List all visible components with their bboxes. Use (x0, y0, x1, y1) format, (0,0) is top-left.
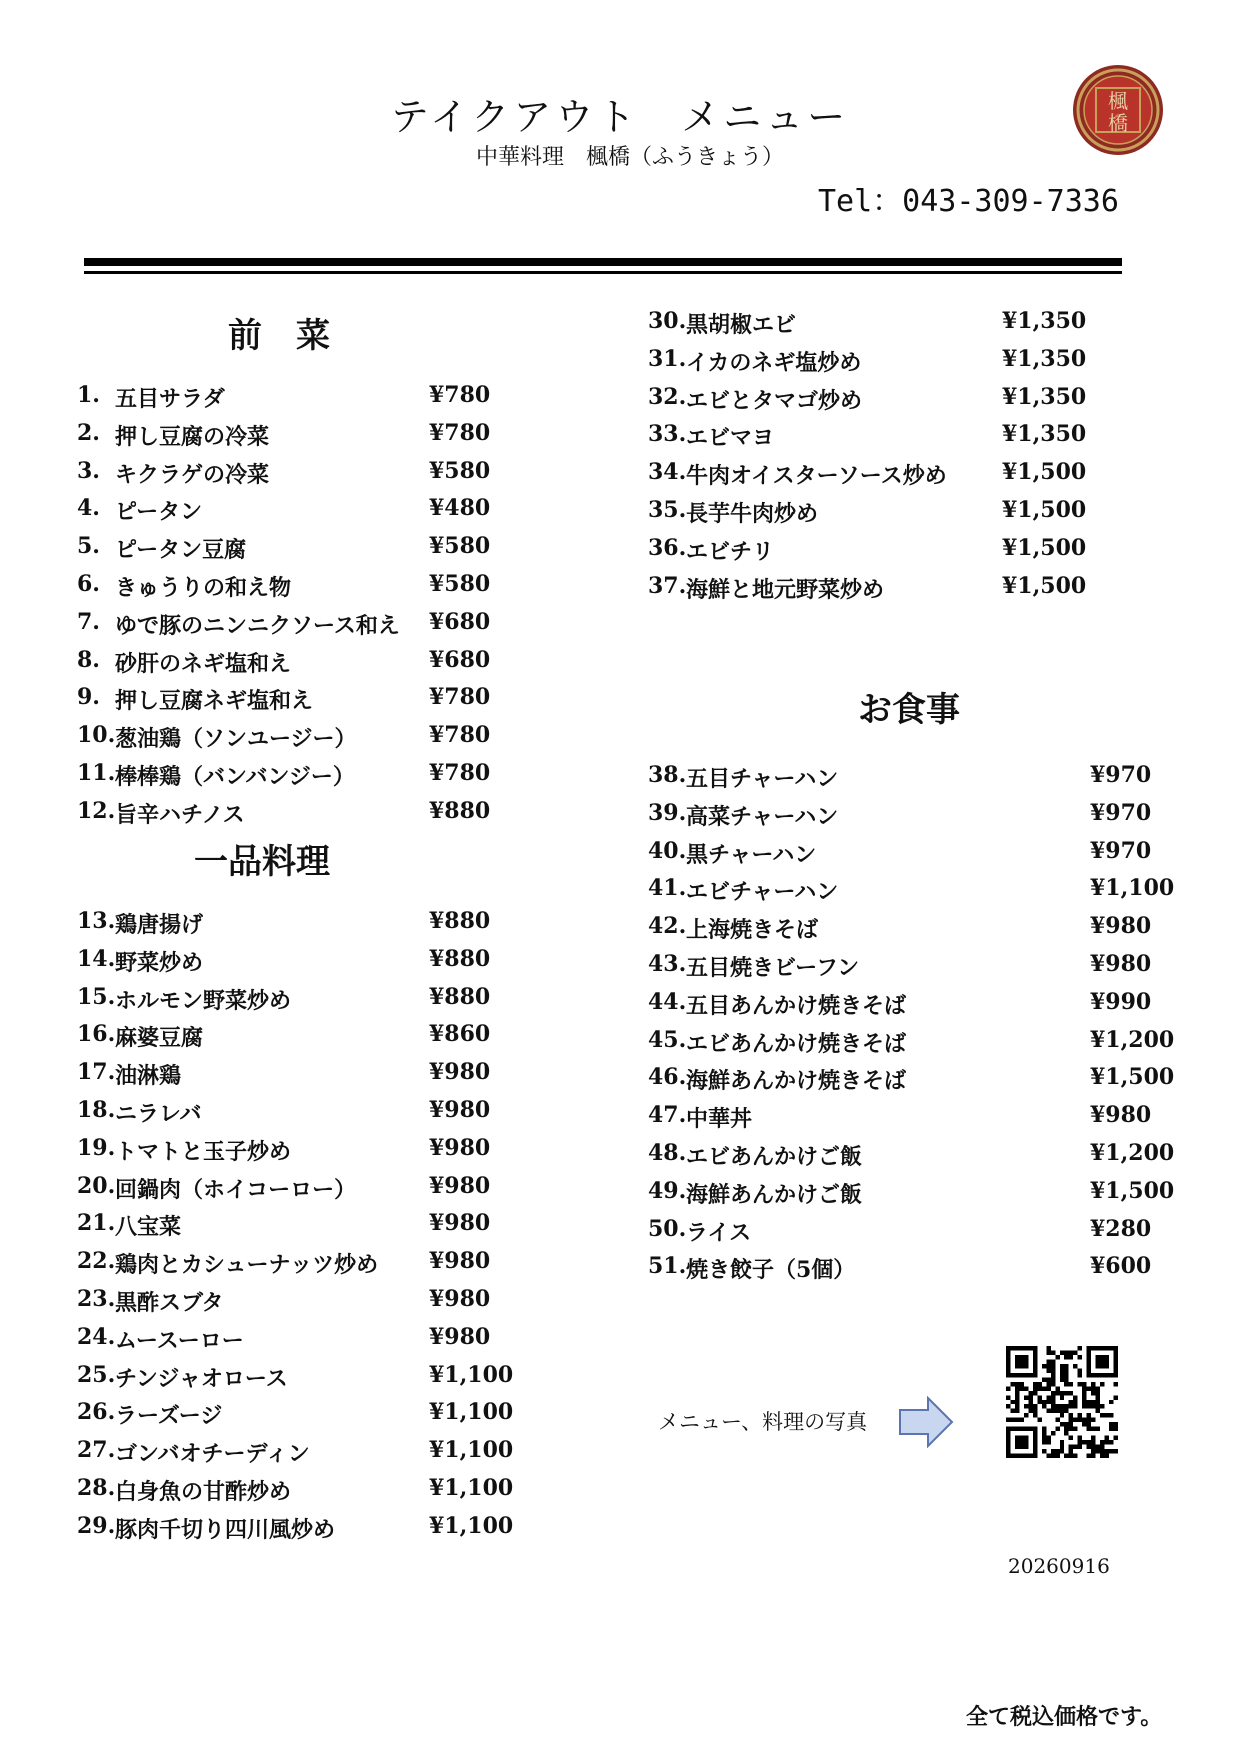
menu-item (77, 946, 509, 980)
menu-item (648, 497, 1087, 531)
menu-title: テイクアウト メニュー (390, 95, 850, 139)
item-name: 長芋牛肉炒め (686, 501, 819, 527)
menu-item (77, 1097, 509, 1131)
menu-item (77, 382, 509, 416)
item-name: 麻婆豆腐 (115, 1025, 204, 1052)
item-number: 44. (648, 988, 687, 1015)
item-name: 棒棒鶏（バンバンジー） (115, 764, 355, 790)
item-price: ¥1,500 (1002, 459, 1087, 486)
item-price: ¥780 (429, 684, 491, 711)
svg-text:橋: 橋 (1108, 111, 1128, 135)
item-number: 25. (77, 1361, 116, 1388)
item-name: ゴンバオチーディン (115, 1441, 310, 1468)
item-number: 13. (77, 908, 116, 934)
item-price: ¥970 (1090, 762, 1152, 788)
item-number: 49. (648, 1177, 687, 1204)
item-price: ¥880 (429, 983, 491, 1010)
item-number: 18. (77, 1097, 116, 1123)
section-heading-meals: お食事 (858, 690, 960, 730)
item-price: ¥1,200 (1090, 1026, 1175, 1053)
item-name: ムースーロー (115, 1327, 244, 1354)
menu-item (648, 800, 1170, 834)
item-name: 中華丼 (686, 1106, 753, 1133)
item-number: 19. (77, 1134, 116, 1161)
item-price: ¥780 (429, 722, 491, 749)
item-number: 20. (77, 1172, 116, 1199)
item-price: ¥1,500 (1090, 1177, 1175, 1204)
menu-item (648, 1253, 1170, 1287)
item-price: ¥1,500 (1002, 534, 1087, 561)
menu-item (648, 345, 1087, 380)
item-price: ¥980 (429, 1286, 491, 1312)
qr-caption: メニュー、料理の写真 (658, 1410, 868, 1434)
menu-item (648, 1140, 1175, 1174)
item-name: 上海焼きそば (686, 917, 819, 944)
item-name: エビあんかけご飯 (686, 1144, 863, 1170)
menu-item (77, 1361, 514, 1396)
item-name: 海鮮あんかけご飯 (686, 1181, 863, 1208)
restaurant-logo-icon (1072, 64, 1164, 156)
item-price: ¥980 (1090, 1102, 1152, 1129)
item-price: ¥1,500 (1002, 572, 1087, 599)
item-number: 16. (77, 1021, 116, 1048)
item-name: イカのネギ塩炒め (686, 349, 862, 376)
item-name: エビチャーハン (686, 879, 839, 906)
item-name: 牛肉オイスターソース炒め (686, 463, 947, 490)
item-number: 3. (77, 457, 100, 484)
item-name: 回鍋肉（ホイコーロー） (115, 1176, 357, 1203)
item-number: 37. (648, 572, 687, 599)
item-name: エビマヨ (686, 425, 775, 452)
item-name: エビとタマゴ炒め (686, 387, 863, 414)
menu-item (77, 1399, 514, 1433)
menu-item (648, 1216, 1170, 1250)
item-price: ¥1,500 (1090, 1064, 1175, 1091)
menu-item (648, 572, 1087, 607)
menu-item (77, 647, 509, 681)
item-number: 39. (648, 799, 687, 826)
item-number: 4. (77, 495, 100, 522)
item-number: 41. (648, 875, 687, 902)
menu-item (77, 908, 509, 942)
item-number: 45. (648, 1026, 687, 1053)
item-name: 海鮮と地元野菜炒め (686, 576, 885, 603)
item-price: ¥1,350 (1002, 308, 1087, 334)
item-price: ¥1,350 (1002, 421, 1087, 448)
item-number: 8. (77, 646, 100, 673)
item-name: 鶏唐揚げ (115, 912, 204, 938)
item-name: 押し豆腐ネギ塩和え (115, 688, 314, 715)
item-name: 五目サラダ (115, 386, 225, 412)
item-number: 23. (77, 1286, 116, 1312)
menu-item (648, 1177, 1175, 1212)
item-number: 22. (77, 1248, 116, 1275)
item-name: ピータン (115, 499, 203, 526)
item-name: 黒酢スブタ (115, 1290, 224, 1316)
item-number: 50. (648, 1215, 687, 1242)
item-number: 47. (648, 1102, 687, 1129)
item-name: 高菜チャーハン (686, 803, 839, 830)
item-number: 33. (648, 421, 687, 448)
header-divider-thick (84, 258, 1122, 266)
menu-item (77, 609, 509, 643)
item-price: ¥980 (1090, 913, 1152, 940)
item-price: ¥980 (1090, 951, 1152, 977)
item-price: ¥1,100 (429, 1437, 514, 1464)
item-name: ニラレバ (115, 1101, 202, 1127)
item-number: 24. (77, 1323, 116, 1350)
item-price: ¥1,350 (1002, 345, 1087, 372)
menu-item (77, 458, 509, 492)
item-price: ¥280 (1090, 1215, 1152, 1242)
restaurant-name: 中華料理 楓橋（ふうきょう） (475, 145, 784, 170)
item-number: 40. (648, 837, 687, 864)
menu-item (77, 1512, 514, 1547)
menu-item (77, 1286, 509, 1320)
item-price: ¥980 (429, 1059, 491, 1086)
item-name: 五目あんかけ焼きそば (686, 992, 907, 1019)
item-name: 八宝菜 (115, 1214, 182, 1241)
item-number: 15. (77, 983, 116, 1010)
menu-item (77, 1210, 509, 1244)
item-name: エビチリ (686, 538, 775, 565)
menu-item (77, 420, 509, 454)
menu-item (648, 421, 1087, 455)
item-name: キクラゲの冷菜 (115, 461, 270, 488)
item-number: 36. (648, 534, 687, 561)
menu-item (77, 1059, 509, 1093)
menu-item (648, 951, 1170, 985)
item-name: 野菜炒め (115, 949, 204, 976)
item-number: 1. (77, 382, 100, 408)
item-price: ¥880 (429, 797, 491, 824)
item-name: 黒チャーハン (686, 841, 817, 868)
item-name: 五目チャーハン (686, 766, 839, 792)
menu-item (648, 1026, 1175, 1061)
item-price: ¥580 (429, 457, 491, 484)
item-number: 43. (648, 951, 687, 977)
item-number: 48. (648, 1140, 687, 1166)
menu-item (77, 1475, 514, 1509)
item-name: 押し豆腐の冷菜 (115, 423, 270, 450)
item-price: ¥780 (429, 760, 491, 786)
menu-item (648, 838, 1170, 872)
item-price: ¥970 (1090, 837, 1152, 864)
menu-item (77, 1173, 509, 1207)
menu-item (77, 533, 509, 567)
item-price: ¥1,100 (429, 1399, 514, 1426)
print-date: 20260916 (1008, 1554, 1110, 1578)
menu-item (77, 1021, 509, 1055)
menu-item (77, 495, 509, 529)
item-name: 旨辛ハチノス (115, 801, 245, 828)
item-number: 12. (77, 797, 116, 824)
item-name: ゆで豚のニンニクソース和え (115, 612, 400, 639)
svg-text:楓: 楓 (1108, 89, 1128, 113)
menu-item (648, 875, 1175, 909)
item-number: 34. (648, 459, 687, 486)
item-number: 26. (77, 1399, 116, 1426)
item-price: ¥1,100 (1090, 875, 1175, 902)
item-name: チンジャオロース (115, 1365, 288, 1392)
item-number: 7. (77, 608, 100, 635)
item-price: ¥980 (429, 1323, 491, 1350)
item-name: 葱油鶏（ソンユージー） (115, 726, 357, 753)
item-price: ¥980 (429, 1172, 491, 1199)
item-price: ¥780 (429, 419, 491, 446)
item-name: 焼き餃子（5個） (686, 1257, 856, 1284)
item-name: 鶏肉とカシューナッツ炒め (115, 1252, 379, 1279)
item-number: 17. (77, 1059, 116, 1086)
item-number: 9. (77, 684, 100, 711)
item-price: ¥600 (1090, 1253, 1152, 1280)
header-divider-thin (84, 271, 1122, 274)
right-arrow-icon (898, 1396, 954, 1448)
item-price: ¥580 (429, 571, 491, 597)
item-price: ¥780 (429, 382, 491, 408)
item-number: 11. (77, 760, 116, 786)
item-name: ラーズージ (115, 1403, 223, 1430)
item-price: ¥990 (1090, 988, 1152, 1015)
item-name: エビあんかけ焼きそば (686, 1030, 907, 1057)
item-price: ¥980 (429, 1097, 491, 1123)
menu-item (77, 1248, 509, 1282)
item-number: 51. (648, 1253, 687, 1280)
item-number: 27. (77, 1437, 116, 1464)
item-name: 黒胡椒エビ (686, 312, 797, 338)
item-number: 32. (648, 383, 687, 410)
item-name: 白身魚の甘酢炒め (115, 1479, 292, 1505)
menu-item (77, 1135, 509, 1169)
menu-item (77, 571, 509, 605)
item-price: ¥1,500 (1002, 497, 1087, 523)
menu-item (648, 989, 1170, 1023)
item-name: ホルモン野菜炒め (115, 987, 292, 1014)
qr-code-icon[interactable] (1006, 1346, 1118, 1458)
item-name: ライス (686, 1219, 752, 1246)
item-number: 21. (77, 1210, 116, 1237)
item-number: 5. (77, 533, 100, 560)
menu-item (648, 459, 1087, 493)
menu-item (648, 762, 1170, 796)
item-number: 31. (648, 345, 687, 372)
item-number: 10. (77, 722, 116, 749)
item-number: 38. (648, 762, 687, 788)
menu-item (648, 383, 1087, 418)
item-name: 油淋鶏 (115, 1063, 182, 1090)
item-name: トマトと玉子炒め (115, 1138, 292, 1165)
item-price: ¥580 (429, 533, 491, 560)
item-number: 14. (77, 945, 116, 972)
menu-item (648, 534, 1087, 569)
item-price: ¥1,350 (1002, 383, 1087, 410)
item-number: 6. (77, 571, 100, 597)
menu-item (77, 722, 509, 756)
item-number: 46. (648, 1064, 687, 1091)
section-heading-appetizers: 前 菜 (228, 316, 330, 356)
item-price: ¥680 (429, 608, 491, 635)
item-price: ¥860 (429, 1021, 491, 1048)
item-price: ¥880 (429, 945, 491, 972)
item-name: 五目焼きビーフン (686, 955, 860, 981)
section-heading-dishes: 一品料理 (194, 842, 330, 882)
menu-item (77, 798, 509, 832)
item-price: ¥970 (1090, 799, 1152, 826)
item-price: ¥980 (429, 1134, 491, 1161)
item-number: 29. (77, 1512, 116, 1539)
item-name: 砂肝のネギ塩和え (115, 650, 292, 677)
item-name: 海鮮あんかけ焼きそば (686, 1068, 907, 1095)
menu-item (77, 684, 509, 718)
menu-item (77, 760, 509, 794)
item-price: ¥1,200 (1090, 1140, 1175, 1166)
tax-note: 全て税込価格です。 (966, 1705, 1163, 1730)
item-number: 2. (77, 419, 100, 446)
item-number: 28. (77, 1475, 116, 1501)
menu-item (648, 913, 1170, 947)
menu-item (648, 308, 1087, 342)
menu-item (648, 1102, 1170, 1136)
item-price: ¥1,100 (429, 1512, 514, 1539)
item-price: ¥480 (429, 495, 491, 522)
item-price: ¥980 (429, 1248, 491, 1275)
menu-item (77, 1324, 509, 1358)
item-price: ¥880 (429, 908, 491, 934)
phone-number: Tel：043-309-7336 (818, 184, 1119, 219)
item-name: ピータン豆腐 (115, 537, 247, 564)
menu-item (648, 1064, 1175, 1098)
menu-item (77, 1437, 514, 1471)
item-price: ¥980 (429, 1210, 491, 1237)
item-price: ¥680 (429, 646, 491, 673)
item-name: きゅうりの和え物 (115, 575, 292, 601)
item-number: 30. (648, 308, 687, 334)
menu-item (77, 984, 509, 1018)
item-number: 42. (648, 913, 687, 940)
item-price: ¥1,100 (429, 1361, 514, 1388)
item-number: 35. (648, 497, 687, 523)
item-price: ¥1,100 (429, 1475, 514, 1501)
item-name: 豚肉千切り四川風炒め (115, 1516, 336, 1543)
